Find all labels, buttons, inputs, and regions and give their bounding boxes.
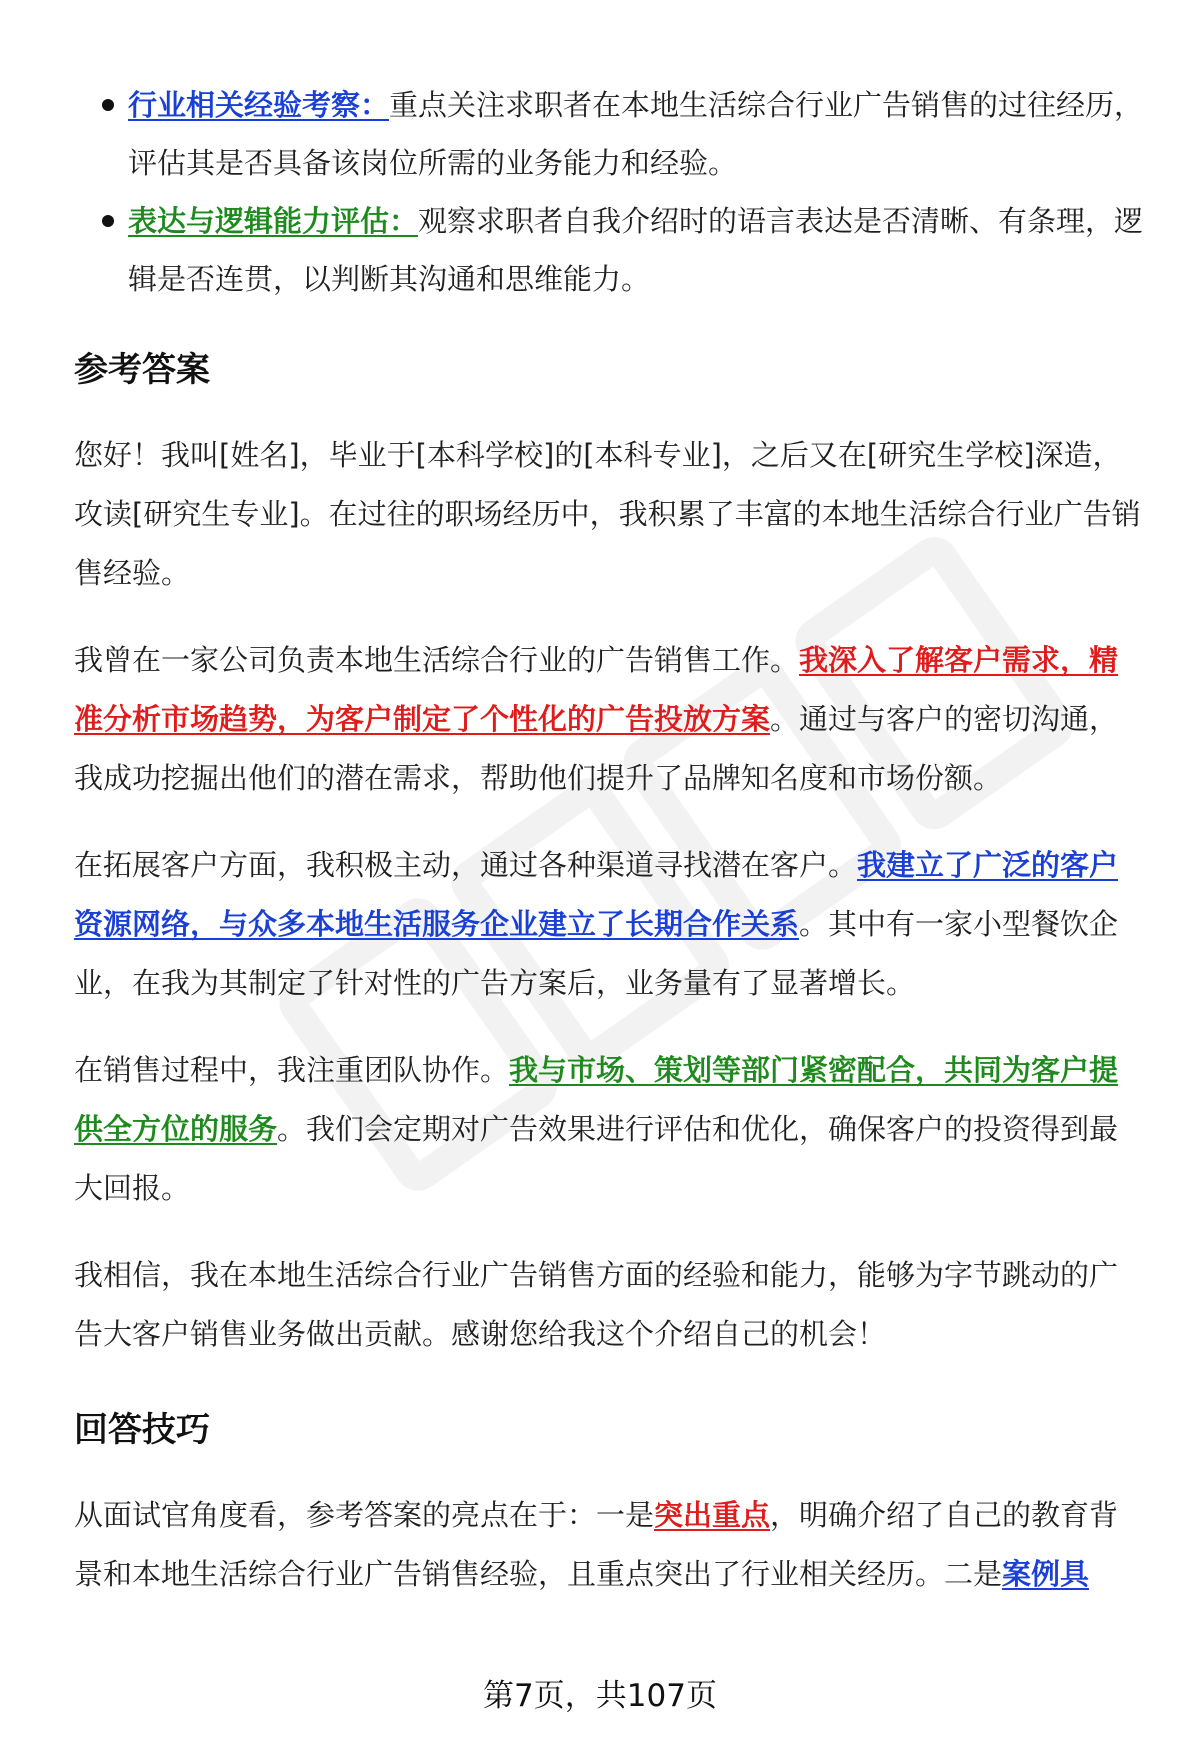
- answer-paragraph-3: [74, 836, 1146, 1013]
- answer-paragraph-4: [74, 1041, 1146, 1218]
- highlight-text: 案例具: [1002, 1557, 1090, 1591]
- highlight-text: 我深入了解客户需求，精准分析市场趋势，为客户制定了个性化的广告投放方案: [74, 643, 1119, 736]
- paragraph-text: 。其中有一家小型餐饮企业，在我为其制定了针对性的广告方案后，业务量有了显著增长。: [74, 907, 1119, 1000]
- bullet-dot-icon: [102, 215, 114, 227]
- highlight-text: 我与市场、策划等部门紧密配合，共同为客户提供全方位的服务: [74, 1053, 1119, 1146]
- bullet-dot-icon: [102, 99, 114, 111]
- answer-paragraph-2: [74, 631, 1146, 808]
- paragraph-text: 在拓展客户方面，我积极主动，通过各种渠道寻找潜在客户。: [74, 848, 858, 882]
- bullet-label: 表达与逻辑能力评估：: [128, 204, 419, 238]
- main-content: [74, 76, 1146, 1604]
- answer-paragraph-5: 我相信，我在本地生活综合行业广告销售方面的经验和能力，能够为字节跳动的广告大客户销售业务做出贡献。感谢您给我这个介绍自己的机会！: [74, 1258, 1119, 1351]
- highlight-text: 我建立了广泛的客户资源网络，与众多本地生活服务企业建立了长期合作关系: [74, 848, 1119, 941]
- paragraph-text: 。我们会定期对广告效果进行评估和优化，确保客户的投资得到最大回报。: [74, 1112, 1119, 1205]
- list-item: [74, 76, 1146, 192]
- tips-paragraph-1: [74, 1486, 1146, 1604]
- evaluation-points-list: [74, 76, 1146, 308]
- section-title-answer: 参考答案: [74, 350, 210, 390]
- highlight-text: 突出重点: [654, 1498, 771, 1532]
- bullet-text: 观察求职者自我介绍时的语言表达是否清晰、有条理，逻辑是否连贯，以判断其沟通和思维能力。: [128, 204, 1144, 296]
- paragraph-text: 。通过与客户的密切沟通，我成功挖掘出他们的潜在需求，帮助他们提升了品牌知名度和市场份额。: [74, 702, 1119, 795]
- bullet-label: 行业相关经验考察：: [128, 88, 390, 122]
- paragraph-text: ，明确介绍了自己的教育背景和本地生活综合行业广告销售经验，且重点突出了行业相关经历。二是: [74, 1498, 1119, 1591]
- paragraph-text: 在销售过程中，我注重团队协作。: [74, 1053, 510, 1087]
- paragraph-text: 我曾在一家公司负责本地生活综合行业的广告销售工作。: [74, 643, 800, 677]
- bullet-text: 重点关注求职者在本地生活综合行业广告销售的过往经历，评估其是否具备该岗位所需的业务能力和经验。: [128, 88, 1144, 180]
- list-item: [74, 192, 1146, 308]
- page-number-footer: 第7页，共107页: [483, 1678, 717, 1714]
- answer-paragraph-1: 您好！我叫[姓名]，毕业于[本科学校]的[本科专业]，之后又在[研究生学校]深造，攻读[研究生专业]。在过往的职场经历中，我积累了丰富的本地生活综合行业广告销售经验。: [74, 438, 1141, 590]
- paragraph-text: 从面试官角度看，参考答案的亮点在于：一是: [74, 1498, 655, 1532]
- section-title-tips: 回答技巧: [74, 1410, 210, 1450]
